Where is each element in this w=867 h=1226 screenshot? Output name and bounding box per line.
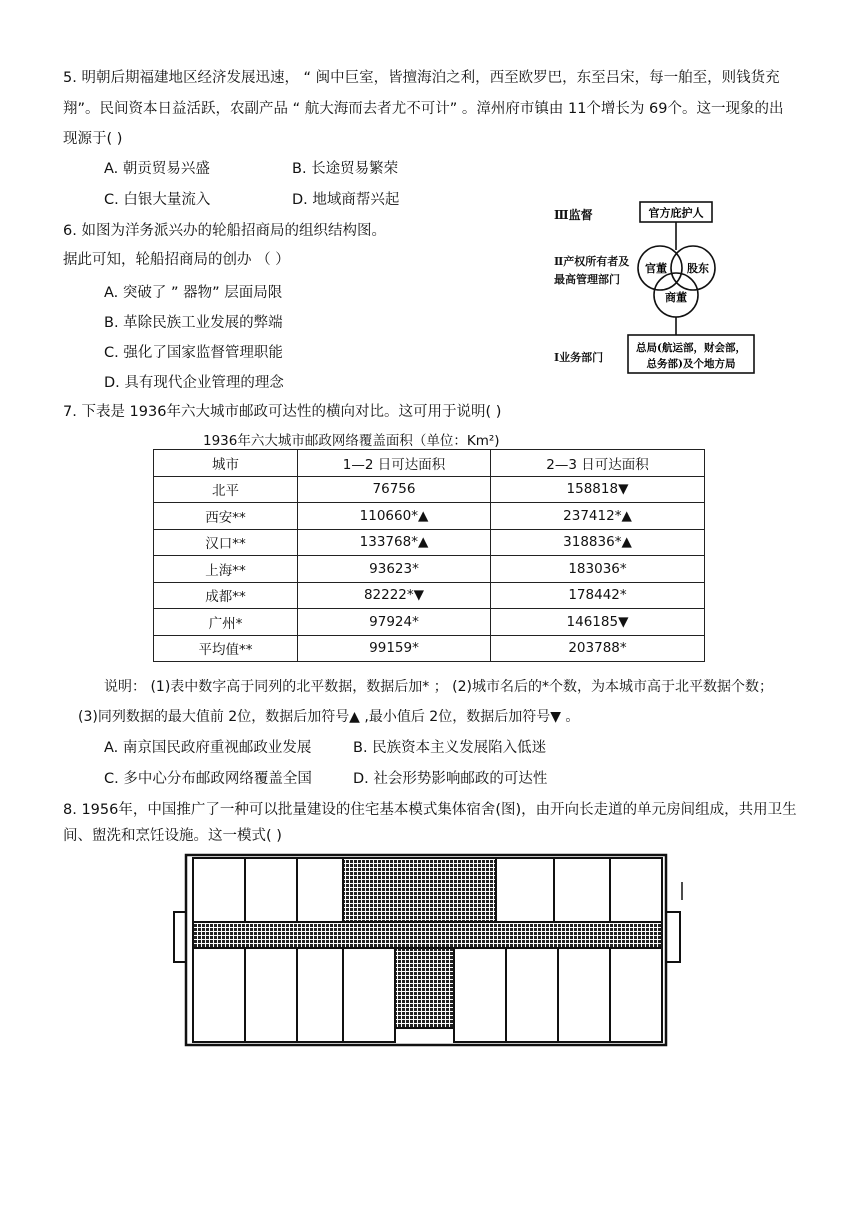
city-cell: 平均值** bbox=[154, 635, 298, 662]
city-cell: 成都** bbox=[154, 582, 298, 609]
q6-option-c[interactable]: C. 强化了国家监督管理职能 bbox=[104, 345, 283, 361]
value-cell: 93623* bbox=[298, 556, 491, 583]
business-dept-label-line1: 总局(航运部，财会部， bbox=[636, 342, 746, 354]
table-row bbox=[154, 635, 705, 662]
table-row bbox=[154, 503, 705, 530]
value-cell: 97924* bbox=[298, 609, 491, 636]
value-cell: 183036* bbox=[491, 556, 705, 583]
q6-option-d[interactable]: D. 具有现代企业管理的理念 bbox=[104, 375, 284, 391]
diagram-level2-label-line1: Ⅱ产权所有者及 bbox=[554, 255, 630, 268]
city-cell: 北平 bbox=[154, 476, 298, 503]
q6-option-a[interactable]: A. 突破了 ” 器物” 层面局限 bbox=[104, 285, 283, 301]
table-note-line2: (3)同列数据的最大值前 2位，数据后加符号▲ ,最小值后 2位，数据后加符号▼ 。 bbox=[78, 709, 580, 725]
table-row bbox=[154, 609, 705, 636]
q7-option-a[interactable]: A. 南京国民政府重视邮政业发展 bbox=[104, 740, 312, 756]
value-cell: 99159* bbox=[298, 635, 491, 662]
value-cell: 237412*▲ bbox=[491, 503, 705, 530]
q5-stem-line3: 现源于( ) bbox=[63, 131, 123, 147]
header-city: 城市 bbox=[154, 450, 298, 477]
table-row bbox=[154, 529, 705, 556]
header-1-2-day: 1—2 日可达面积 bbox=[298, 450, 491, 477]
org-structure-diagram bbox=[548, 197, 758, 377]
city-cell: 汉口** bbox=[154, 529, 298, 556]
city-cell: 上海** bbox=[154, 556, 298, 583]
shareholders-label: 股东 bbox=[687, 262, 709, 275]
plan-corridor bbox=[193, 922, 662, 948]
official-directors-label: 官董 bbox=[645, 262, 667, 275]
value-cell: 76756 bbox=[298, 476, 491, 503]
diagram-level3-label: Ⅲ监督 bbox=[554, 208, 593, 222]
table-header-row bbox=[154, 450, 705, 477]
value-cell: 133768*▲ bbox=[298, 529, 491, 556]
table-row bbox=[154, 476, 705, 503]
protector-label: 官方庇护人 bbox=[648, 206, 704, 220]
q7-stem: 7. 下表是 1936年六大城市邮政可达性的横向对比。这可用于说明( ) bbox=[63, 404, 502, 420]
city-cell: 西安** bbox=[154, 503, 298, 530]
value-cell: 110660*▲ bbox=[298, 503, 491, 530]
value-cell: 146185▼ bbox=[491, 609, 705, 636]
table-row bbox=[154, 556, 705, 583]
q7-option-c[interactable]: C. 多中心分布邮政网络覆盖全国 bbox=[104, 771, 312, 787]
value-cell: 82222*▼ bbox=[298, 582, 491, 609]
q8-stem-line1: 8. 1956年，中国推广了一种可以批量建设的住宅基本模式集体宿舍(图)，由开向长走道的单元房间组成，共用卫生 bbox=[63, 802, 797, 818]
business-dept-label-line2: 总务部)及个地方局 bbox=[646, 358, 736, 370]
city-cell: 广州* bbox=[154, 609, 298, 636]
value-cell: 318836*▲ bbox=[491, 529, 705, 556]
postal-coverage-table bbox=[153, 449, 705, 662]
q5-option-b[interactable]: B. 长途贸易繁荣 bbox=[292, 161, 399, 177]
value-cell: 158818▼ bbox=[491, 476, 705, 503]
q5-option-a[interactable]: A. 朝贡贸易兴盛 bbox=[104, 161, 210, 177]
value-cell: 203788* bbox=[491, 635, 705, 662]
table-caption: 1936年六大城市邮政网络覆盖面积（单位：Km²) bbox=[203, 433, 500, 449]
diagram-level2-label-line2: 最高管理部门 bbox=[554, 273, 620, 286]
table-note-line1: 说明： (1)表中数字高于同列的北平数据，数据后加* ； (2)城市名后的*个数，为本城市高于北平数据个数； bbox=[104, 679, 774, 695]
merchant-directors-label: 商董 bbox=[665, 291, 687, 304]
q5-stem-line2: 翔”。民间资本日益活跃，农副产品 “ 航大海而去者尤不可计” 。漳州府市镇由 11个增长为 69个。这一现象的出 bbox=[63, 101, 784, 117]
table-row bbox=[154, 582, 705, 609]
diagram-level1-label: Ⅰ业务部门 bbox=[554, 351, 604, 364]
q7-option-b[interactable]: B. 民族资本主义发展陷入低迷 bbox=[353, 740, 547, 756]
q8-stem-line2: 间、盥洗和烹饪设施。这一模式( ) bbox=[63, 828, 282, 844]
header-2-3-day: 2—3 日可达面积 bbox=[491, 450, 705, 477]
q6-option-b[interactable]: B. 革除民族工业发展的弊端 bbox=[104, 315, 283, 331]
value-cell: 178442* bbox=[491, 582, 705, 609]
q5-option-c[interactable]: C. 白银大量流入 bbox=[104, 192, 211, 208]
dormitory-floor-plan bbox=[166, 852, 691, 1050]
q5-option-d[interactable]: D. 地域商帮兴起 bbox=[292, 192, 400, 208]
q6-stem-line1: 6. 如图为洋务派兴办的轮船招商局的组织结构图。 bbox=[63, 223, 386, 239]
q6-stem-line2: 据此可知，轮船招商局的创办 （ ） bbox=[63, 252, 290, 268]
q5-stem-line1: 5. 明朝后期福建地区经济发展迅速， “ 闽中巨室，皆擅海泊之利，西至欧罗巴，东至吕宋，每一舶至，则钱货充 bbox=[63, 70, 780, 86]
q7-option-d[interactable]: D. 社会形势影响邮政的可达性 bbox=[353, 771, 548, 787]
